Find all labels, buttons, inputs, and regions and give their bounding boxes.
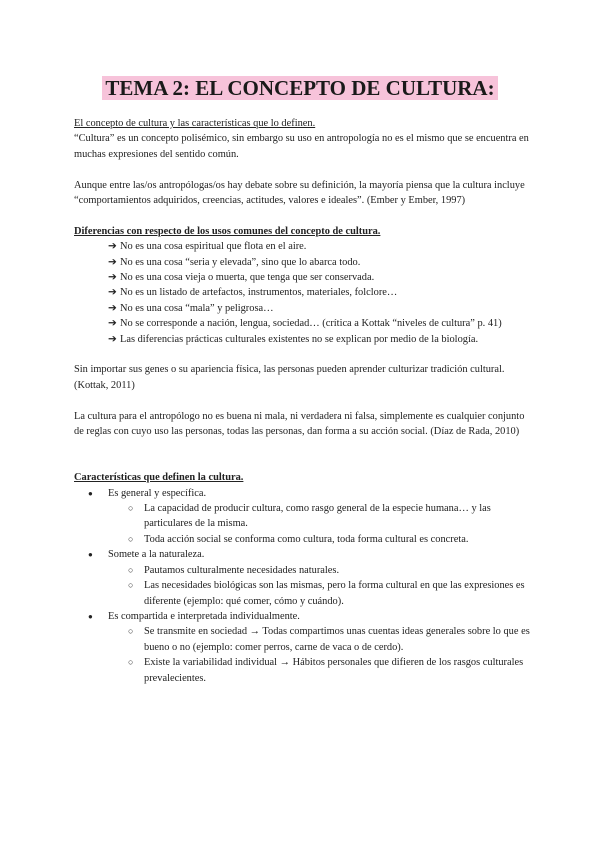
list-item: ● Es compartida e interpretada individualmente. ○ Se transmite en sociedad → Todas compartimos unas cuentas ideas generales sobre lo que es bueno o no (ejemplo: comer perros, carne de vaca o de cerdo). ○ Existe la variabilidad individual → Hábitos personales que difieren de los rasgos culturales prevalecientes. xyxy=(108,609,530,686)
sub-list-item: ○ Pautamos culturalmente necesidades naturales. xyxy=(144,563,530,578)
sub-list-item: ○ Toda acción social se conforma como cultura, toda forma cultural es concreta. xyxy=(144,532,530,547)
circle-bullet-icon: ○ xyxy=(128,503,134,514)
page-title: TEMA 2: EL CONCEPTO DE CULTURA: xyxy=(102,76,497,100)
section-heading-characteristics: Características que definen la cultura. xyxy=(74,472,244,484)
arrow-icon: ➔ xyxy=(108,302,117,314)
list-item: ➔ No es una cosa “mala” y peligrosa… xyxy=(108,301,530,316)
characteristics-list xyxy=(74,486,530,686)
section-heading-concept: El concepto de cultura y las características que lo definen. xyxy=(74,118,316,129)
list-item: ➔ No se corresponde a nación, lengua, sociedad… (crítica a Kottak “niveles de cultura” p. 41) xyxy=(108,316,530,331)
list-item: ● Es general y específica. ○ La capacidad de producir cultura, como rasgo general de la especie humana… y las particulares de la misma. ○ Toda acción social se conforma como cultura, toda forma cultural es concreta. xyxy=(108,486,530,548)
arrow-icon: ➔ xyxy=(108,272,117,284)
arrow-icon: ➔ xyxy=(108,241,117,253)
list-item: ➔ No es una cosa vieja o muerta, que tenga que ser conservada. xyxy=(108,270,530,285)
document-body xyxy=(74,116,530,686)
sub-list-item: ○ Se transmite en sociedad → Todas compartimos unas cuentas ideas generales sobre lo que es bueno o no (ejemplo: comer perros, carne de vaca o de cerdo). xyxy=(128,626,530,653)
sub-list-item: ○ Las necesidades biológicas son las mismas, pero la forma cultural en que las expresiones es diferente (ejemplo: qué comer, cómo y cuándo). xyxy=(128,580,525,607)
bullet-icon: ● xyxy=(88,488,93,498)
paragraph: La cultura para el antropólogo no es buena ni mala, ni verdadera ni falsa, simplemente es cualquier conjunto de reglas con cuyo uso las personas, todas las personas, dan forma a su acción social. (Díaz de Rada, 2010) xyxy=(74,410,525,438)
circle-bullet-icon: ○ xyxy=(128,564,134,575)
circle-bullet-icon: ○ xyxy=(128,580,134,591)
sub-list xyxy=(108,501,530,547)
list-item: ➔ No es una cosa “seria y elevada”, sino que lo abarca todo. xyxy=(108,255,530,270)
title-wrap xyxy=(0,76,600,100)
sub-list-item: ○ La capacidad de producir cultura, como rasgo general de la especie humana… y las particulares de la misma. xyxy=(128,503,491,530)
list-item: ➔ No es un listado de artefactos, instrumentos, materiales, folclore… xyxy=(108,285,530,300)
arrow-icon: ➔ xyxy=(108,287,117,299)
arrow-icon: ➔ xyxy=(108,256,117,268)
sub-list-item: ○ Existe la variabilidad individual → Hábitos personales que difieren de los rasgos culturales prevalecientes. xyxy=(128,657,524,684)
circle-bullet-icon: ○ xyxy=(128,657,134,668)
paragraph: Sin importar sus genes o su apariencia física, las personas pueden aprender culturizar tradición cultural. (Kottak, 2011) xyxy=(74,364,505,391)
sub-list xyxy=(108,624,530,686)
bullet-icon: ● xyxy=(88,611,93,621)
paragraph: Aunque entre las/os antropólogas/os hay debate sobre su definición, la mayoría piensa que la cultura incluye “comportamientos adquiridos, creencias, actitudes, valores e ideales”. (Ember y Ember, 1997) xyxy=(74,179,525,207)
list-item: ➔ Las diferencias prácticas culturales existentes no se explican por medio de la biología. xyxy=(108,332,530,347)
list-item: ● Somete a la naturaleza. ○ Pautamos culturalmente necesidades naturales. ○ Las necesidades biológicas son las mismas, pero la forma cultural en que las expresiones es diferente (ejemplo: qué comer, cómo y cuándo). xyxy=(108,547,530,609)
circle-bullet-icon: ○ xyxy=(128,626,134,637)
bullet-icon: ● xyxy=(88,550,93,560)
list-item: ➔ No es una cosa espiritual que flota en el aire. xyxy=(108,239,530,254)
circle-bullet-icon: ○ xyxy=(128,533,134,544)
sub-list xyxy=(108,563,530,609)
paragraph: “Cultura” es un concepto polisémico, sin embargo su uso en antropología no es el mismo que se encuentra en muchas expresiones del sentido común. xyxy=(74,133,529,160)
arrow-icon: ➔ xyxy=(108,333,117,345)
differences-list xyxy=(74,239,530,347)
section-heading-differences: Diferencias con respecto de los usos comunes del concepto de cultura. xyxy=(74,225,381,237)
arrow-icon: ➔ xyxy=(108,318,117,330)
